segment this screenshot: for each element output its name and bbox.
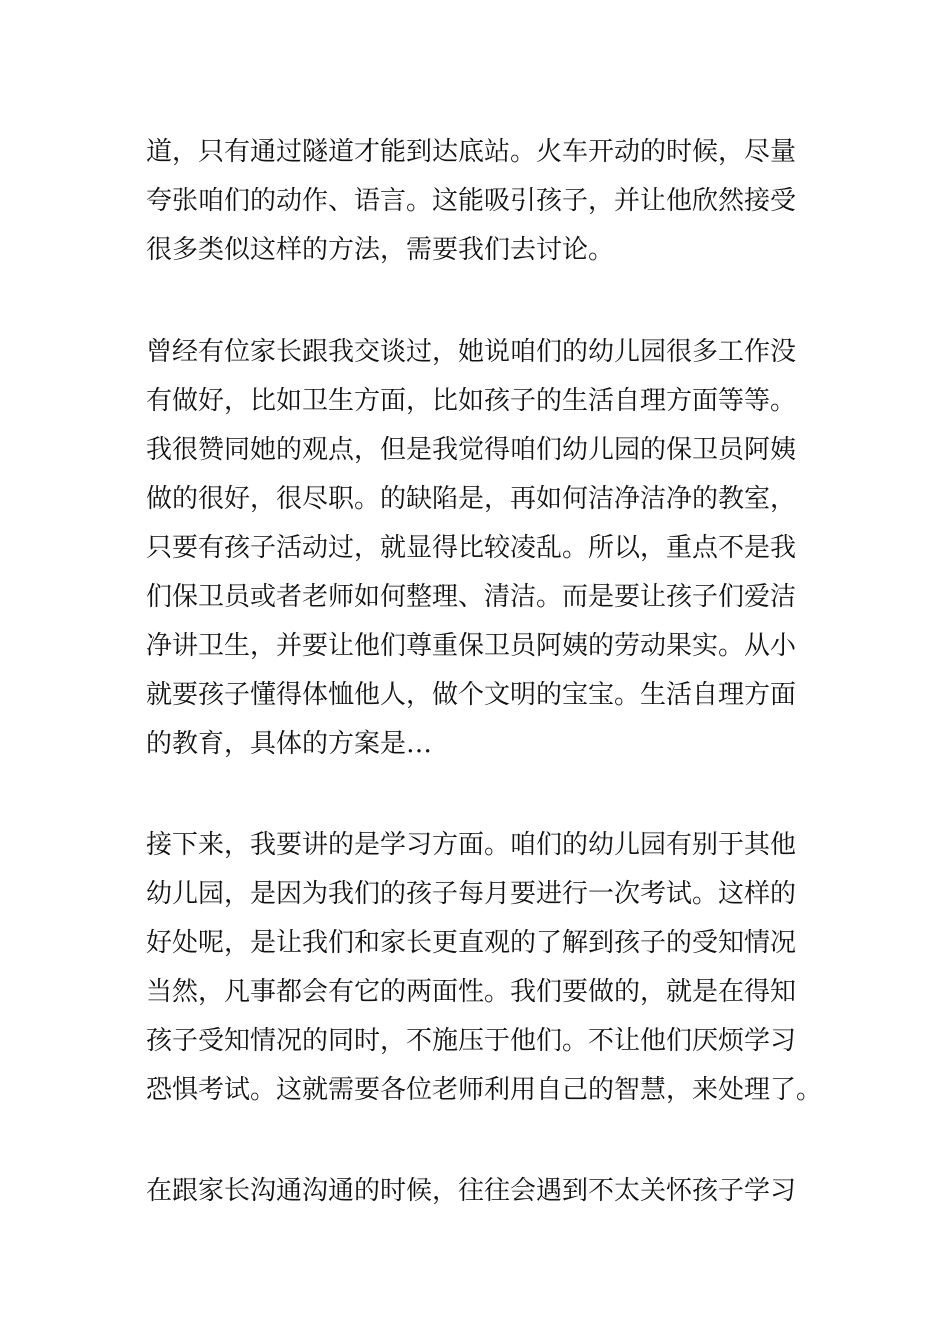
text-line: 很多类似这样的方法，需要我们去讨论。 — [146, 235, 615, 265]
text-line: 恐惧考试。这就需要各位老师利用自己的智慧，来处理了。 — [146, 1075, 823, 1105]
text-line: 只要有孩子活动过，就显得比较凌乱。所以，重点不是我 — [146, 533, 797, 563]
text-line: 曾经有位家长跟我交谈过，她说咱们的幼儿园很多工作没 — [146, 337, 797, 367]
text-line: 当然，凡事都会有它的两面性。我们要做的，就是在得知 — [146, 977, 797, 1007]
text-line: 夸张咱们的动作、语言。这能吸引孩子，并让他欣然接受 — [146, 186, 797, 216]
text-line: 在跟家长沟通沟通的时候，往往会遇到不太关怀孩子学习 — [146, 1176, 797, 1206]
text-line: 接下来，我要讲的是学习方面。咱们的幼儿园有别于其他 — [146, 830, 797, 860]
text-line: 好处呢，是让我们和家长更直观的了解到孩子的受知情况 — [146, 928, 797, 958]
text-line: 就要孩子懂得体恤他人，做个文明的宝宝。生活自理方面 — [146, 680, 797, 710]
text-line: 的教育，具体的方案是… — [146, 729, 433, 759]
text-line: 们保卫员或者老师如何整理、清洁。而是要让孩子们爱洁 — [146, 582, 797, 612]
text-line: 幼儿园，是因为我们的孩子每月要进行一次考试。这样的 — [146, 879, 797, 909]
text-line: 做的很好，很尽职。的缺陷是，再如何洁净洁净的教室， — [146, 484, 797, 514]
text-line: 我很赞同她的观点，但是我觉得咱们幼儿园的保卫员阿姨 — [146, 435, 797, 465]
text-line: 道，只有通过隧道才能到达底站。火车开动的时候，尽量 — [146, 137, 797, 167]
text-line: 净讲卫生，并要让他们尊重保卫员阿姨的劳动果实。从小 — [146, 631, 797, 661]
text-line: 孩子受知情况的同时，不施压于他们。不让他们厌烦学习 — [146, 1026, 797, 1056]
text-line: 有做好，比如卫生方面，比如孩子的生活自理方面等等。 — [146, 386, 797, 416]
